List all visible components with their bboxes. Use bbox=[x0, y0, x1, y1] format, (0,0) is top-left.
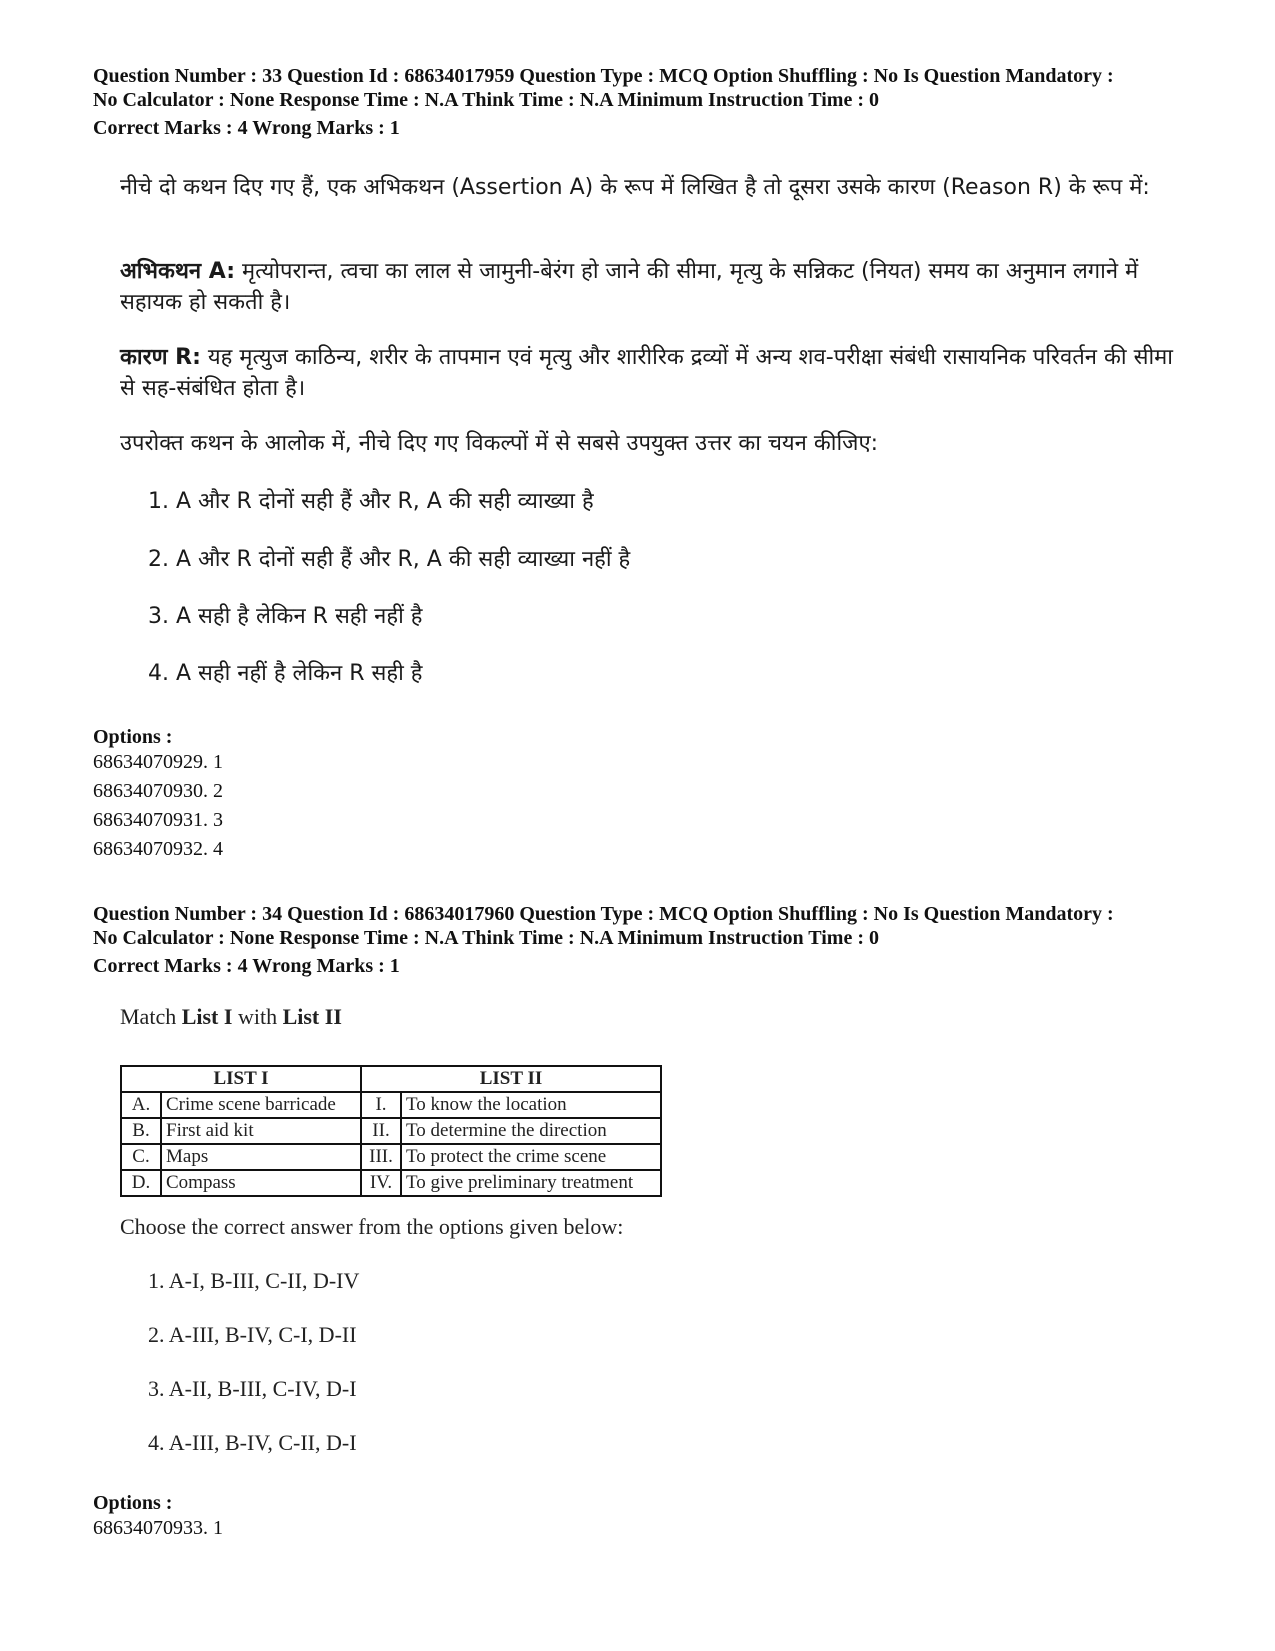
q34-choice-4: 4. A-III, B-IV, C-II, D-I bbox=[148, 1430, 357, 1455]
q33-options-label: Options : bbox=[93, 726, 173, 748]
q33-choice-4: 4. A सही नहीं है लेकिन R सही है bbox=[148, 661, 423, 686]
q34-choice-1: 1. A-I, B-III, C-II, D-IV bbox=[148, 1268, 360, 1293]
q33-choice-2: 2. A और R दोनों सही हैं और R, A की सही व्याख्या नहीं है bbox=[148, 547, 631, 572]
q34-match-list1: List I bbox=[181, 1004, 233, 1029]
q33-option-4: 68634070932. 4 bbox=[93, 838, 223, 860]
table-row bbox=[121, 1144, 661, 1170]
q33-option-3: 68634070931. 3 bbox=[93, 809, 223, 831]
q33-intro: नीचे दो कथन दिए गए हैं, एक अभिकथन (Assertion A) के रूप में लिखित है तो दूसरा उसके कारण (Reason R) के रूप में: bbox=[120, 175, 1150, 200]
q33-instruction: उपरोक्त कथन के आलोक में, नीचे दिए गए विकल्पों में से सबसे उपयुक्त उत्तर का चयन कीजिए: bbox=[120, 431, 879, 456]
q34-match-list2: List II bbox=[282, 1004, 342, 1029]
list2-key: II. bbox=[361, 1118, 401, 1144]
q34-meta-line-1: Question Number : 34 Question Id : 68634017960 Question Type : MCQ Option Shuffling : No Is Question Mandatory : bbox=[93, 903, 1114, 925]
list1-value: First aid kit bbox=[161, 1118, 361, 1144]
q33-reason bbox=[120, 342, 1180, 404]
q33-choice-3: 3. A सही है लेकिन R सही नहीं है bbox=[148, 604, 423, 629]
list1-key: B. bbox=[121, 1118, 161, 1144]
q33-assertion-label: अभिकथन A: bbox=[120, 259, 236, 284]
q34-match-prefix: Match bbox=[120, 1004, 182, 1029]
q34-option-1: 68634070933. 1 bbox=[93, 1517, 223, 1539]
q34-match-with: with bbox=[232, 1004, 283, 1029]
list2-key: IV. bbox=[361, 1170, 401, 1196]
q33-assertion-text: मृत्योपरान्त, त्वचा का लाल से जामुनी-बेरंग हो जाने की सीमा, मृत्यु के सन्निकट (नियत) समय का अनुमान लगाने में सहायक हो सकती है। bbox=[120, 259, 1139, 315]
table-row bbox=[121, 1092, 661, 1118]
q33-option-2: 68634070930. 2 bbox=[93, 780, 223, 802]
list1-value: Compass bbox=[161, 1170, 361, 1196]
q34-match-heading bbox=[120, 1004, 342, 1030]
q34-meta-line-2: No Calculator : None Response Time : N.A Think Time : N.A Minimum Instruction Time : 0 bbox=[93, 927, 879, 949]
list1-key: D. bbox=[121, 1170, 161, 1196]
q34-instruction: Choose the correct answer from the options given below: bbox=[120, 1214, 624, 1239]
list1-value: Maps bbox=[161, 1144, 361, 1170]
q33-meta-line-2: No Calculator : None Response Time : N.A Think Time : N.A Minimum Instruction Time : 0 bbox=[93, 89, 879, 111]
table-row bbox=[121, 1118, 661, 1144]
q33-reason-label: कारण R: bbox=[120, 345, 201, 370]
q34-match-table bbox=[120, 1065, 662, 1197]
q34-choice-2: 2. A-III, B-IV, C-I, D-II bbox=[148, 1322, 357, 1347]
list1-key: A. bbox=[121, 1092, 161, 1118]
list2-value: To give preliminary treatment bbox=[401, 1170, 661, 1196]
table-row bbox=[121, 1170, 661, 1196]
list2-header: LIST II bbox=[361, 1066, 661, 1092]
q34-options-label: Options : bbox=[93, 1492, 173, 1514]
list2-value: To protect the crime scene bbox=[401, 1144, 661, 1170]
table-header-row bbox=[121, 1066, 661, 1092]
q33-assertion bbox=[120, 256, 1180, 318]
q34-choice-3: 3. A-II, B-III, C-IV, D-I bbox=[148, 1376, 357, 1401]
list2-value: To know the location bbox=[401, 1092, 661, 1118]
list1-key: C. bbox=[121, 1144, 161, 1170]
q33-choice-1: 1. A और R दोनों सही हैं और R, A की सही व्याख्या है bbox=[148, 489, 594, 514]
list2-value: To determine the direction bbox=[401, 1118, 661, 1144]
q33-option-1: 68634070929. 1 bbox=[93, 751, 223, 773]
q34-marks: Correct Marks : 4 Wrong Marks : 1 bbox=[93, 955, 400, 977]
list2-key: I. bbox=[361, 1092, 401, 1118]
q33-reason-text: यह मृत्युज काठिन्य, शरीर के तापमान एवं मृत्यु और शारीरिक द्रव्यों में अन्य शव-परीक्षा संबंधी रासायनिक परिवर्तन की सीमा से सह-संबंधित होता है। bbox=[120, 345, 1174, 401]
list2-key: III. bbox=[361, 1144, 401, 1170]
q33-meta-line-1: Question Number : 33 Question Id : 68634017959 Question Type : MCQ Option Shuffling : No Is Question Mandatory : bbox=[93, 65, 1114, 87]
list1-value: Crime scene barricade bbox=[161, 1092, 361, 1118]
q34-options-list bbox=[93, 1514, 223, 1543]
q33-marks: Correct Marks : 4 Wrong Marks : 1 bbox=[93, 117, 400, 139]
q33-options-list bbox=[93, 748, 223, 864]
list1-header: LIST I bbox=[121, 1066, 361, 1092]
